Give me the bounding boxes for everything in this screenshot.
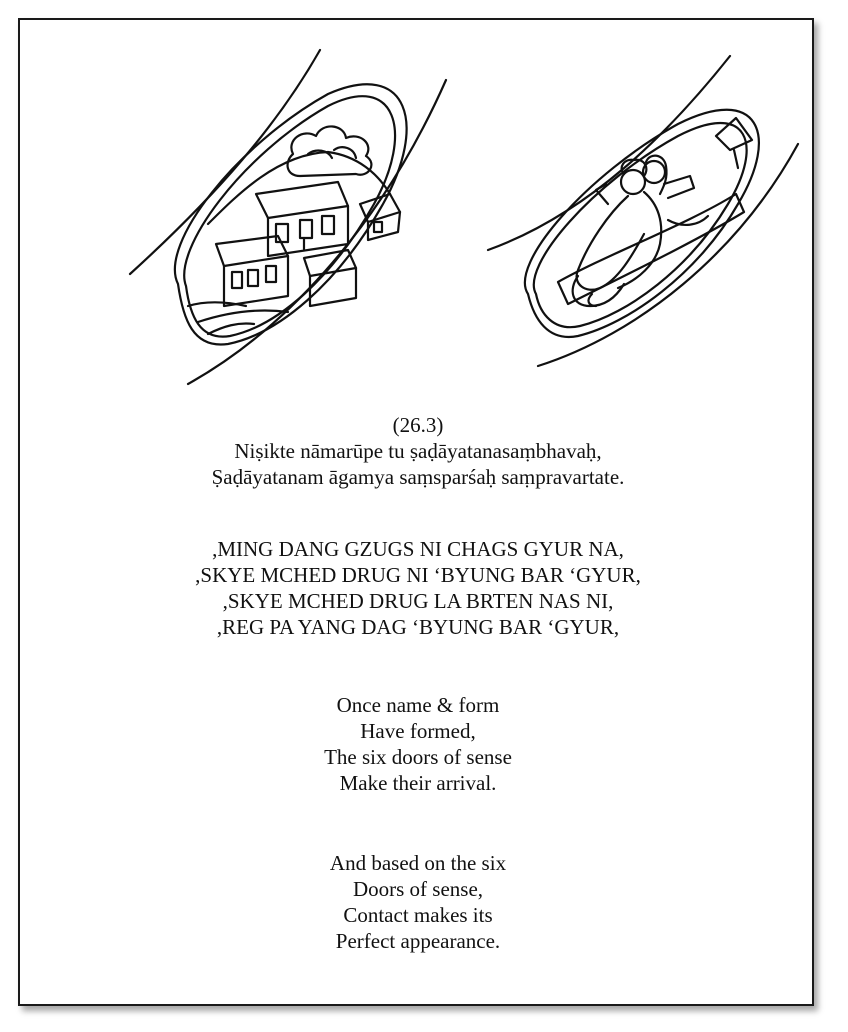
couple-illustration xyxy=(468,44,808,384)
english-line: Doors of sense, xyxy=(352,877,484,901)
english-line: Once name & form xyxy=(336,693,500,717)
house-illustration xyxy=(128,44,448,394)
english-line: And based on the six xyxy=(329,851,507,875)
tibetan-line: ,MING DANG GZUGS NI CHAGS GYUR NA, xyxy=(212,537,624,561)
verse-number-label: (26.3) xyxy=(392,413,444,437)
tibetan-verse xyxy=(20,536,816,640)
english-stanza-1 xyxy=(20,692,816,796)
tibetan-line: ,SKYE MCHED DRUG LA BRTEN NAS NI, xyxy=(222,589,614,613)
sanskrit-line: Niṣikte nāmarūpe tu ṣaḍāyatanasaṃbhavaḥ, xyxy=(234,439,602,463)
english-line: Make their arrival. xyxy=(339,771,497,795)
verse-number xyxy=(20,412,816,438)
tibetan-line: ,REG PA YANG DAG ‘BYUNG BAR ‘GYUR, xyxy=(216,615,620,639)
english-line: The six doors of sense xyxy=(324,745,512,769)
english-stanza-2 xyxy=(20,850,816,954)
sanskrit-line: Ṣaḍāyatanam āgamya saṃsparśaḥ saṃpravartate. xyxy=(211,465,625,489)
sanskrit-verse xyxy=(20,438,816,490)
tibetan-line: ,SKYE MCHED DRUG NI ‘BYUNG BAR ‘GYUR, xyxy=(195,563,641,587)
english-line: Have formed, xyxy=(360,719,476,743)
english-line: Contact makes its xyxy=(343,903,493,927)
page-frame xyxy=(18,18,814,1006)
english-line: Perfect appearance. xyxy=(335,929,501,953)
